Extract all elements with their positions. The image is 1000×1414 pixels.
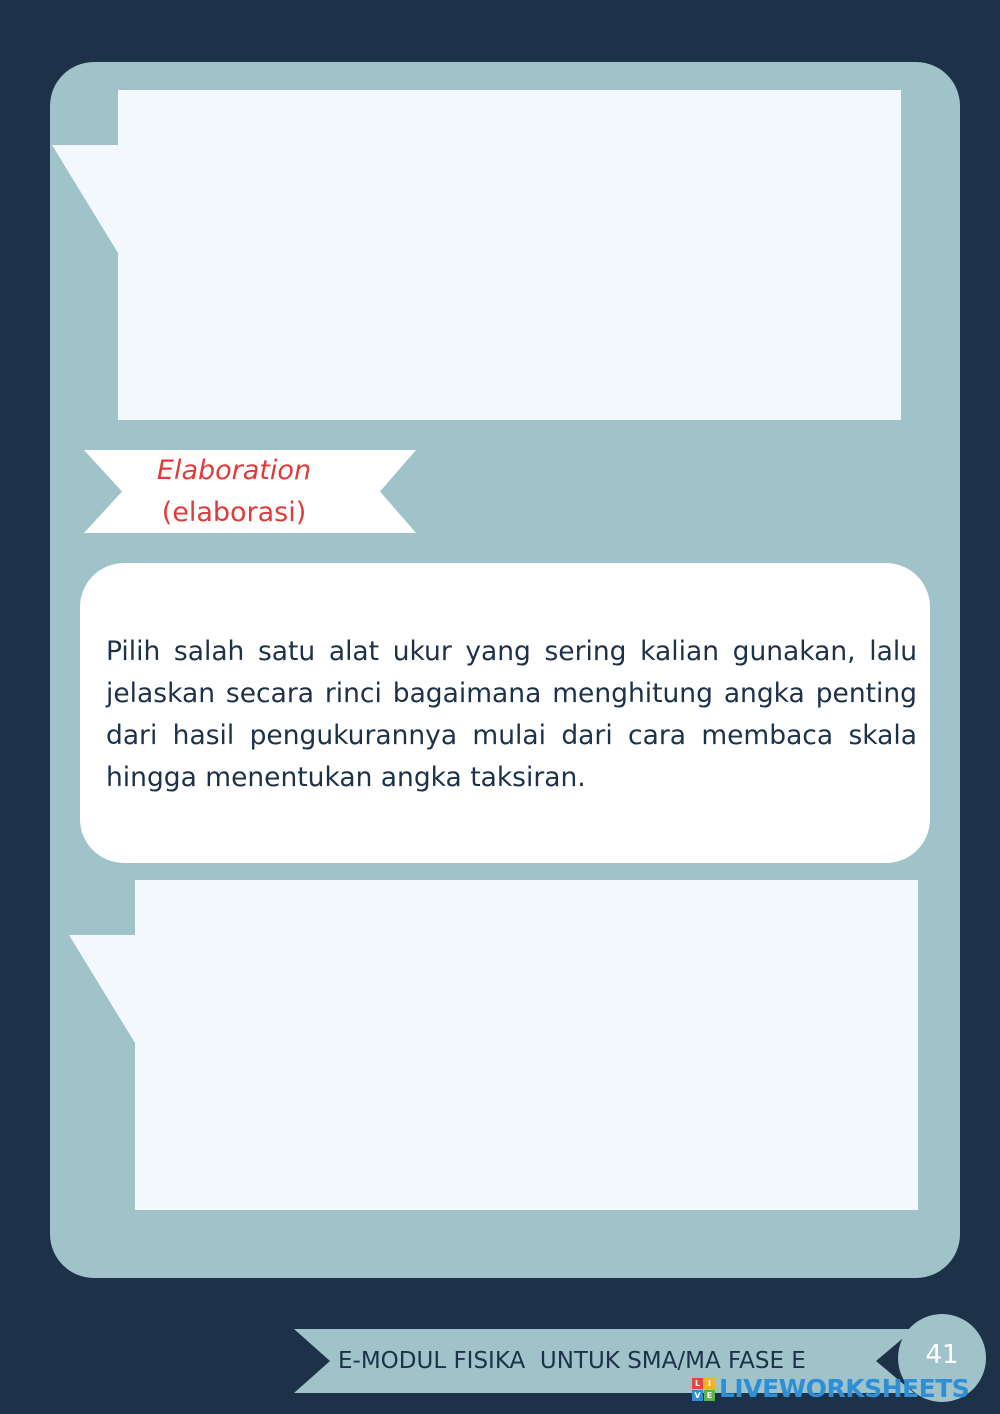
top-answer-box[interactable] (118, 90, 901, 420)
section-ribbon (84, 450, 416, 533)
liveworksheets-watermark (692, 1376, 969, 1402)
prompt-box (80, 563, 930, 863)
bottom-answer-box[interactable] (135, 880, 918, 1210)
prompt-text: Pilih salah satu alat ukur yang sering kalian gunakan, lalu jelaskan secara rinci bagaimana menghitung angka penting dari hasil pengukurannya mulai dari cara membaca skala hingga menentukan angka taksiran. (106, 636, 917, 793)
bottom-answer-box-tail (69, 935, 139, 1045)
section-subtitle: (elaborasi) (161, 497, 307, 528)
ribbon-label (84, 450, 384, 534)
logo-letter: V (692, 1390, 703, 1401)
logo-letter: I (704, 1378, 715, 1389)
logo-letter: E (704, 1390, 715, 1401)
logo-letter: L (692, 1378, 703, 1389)
section-title: Elaboration (156, 455, 312, 486)
watermark-text: LIVEWORKSHEETS (719, 1374, 970, 1403)
module-title: E-MODUL FISIKA UNTUK SMA/MA FASE E (338, 1348, 806, 1374)
page-number: 41 (925, 1340, 959, 1370)
top-answer-box-tail (52, 145, 122, 255)
liveworksheets-logo-icon (692, 1378, 715, 1401)
